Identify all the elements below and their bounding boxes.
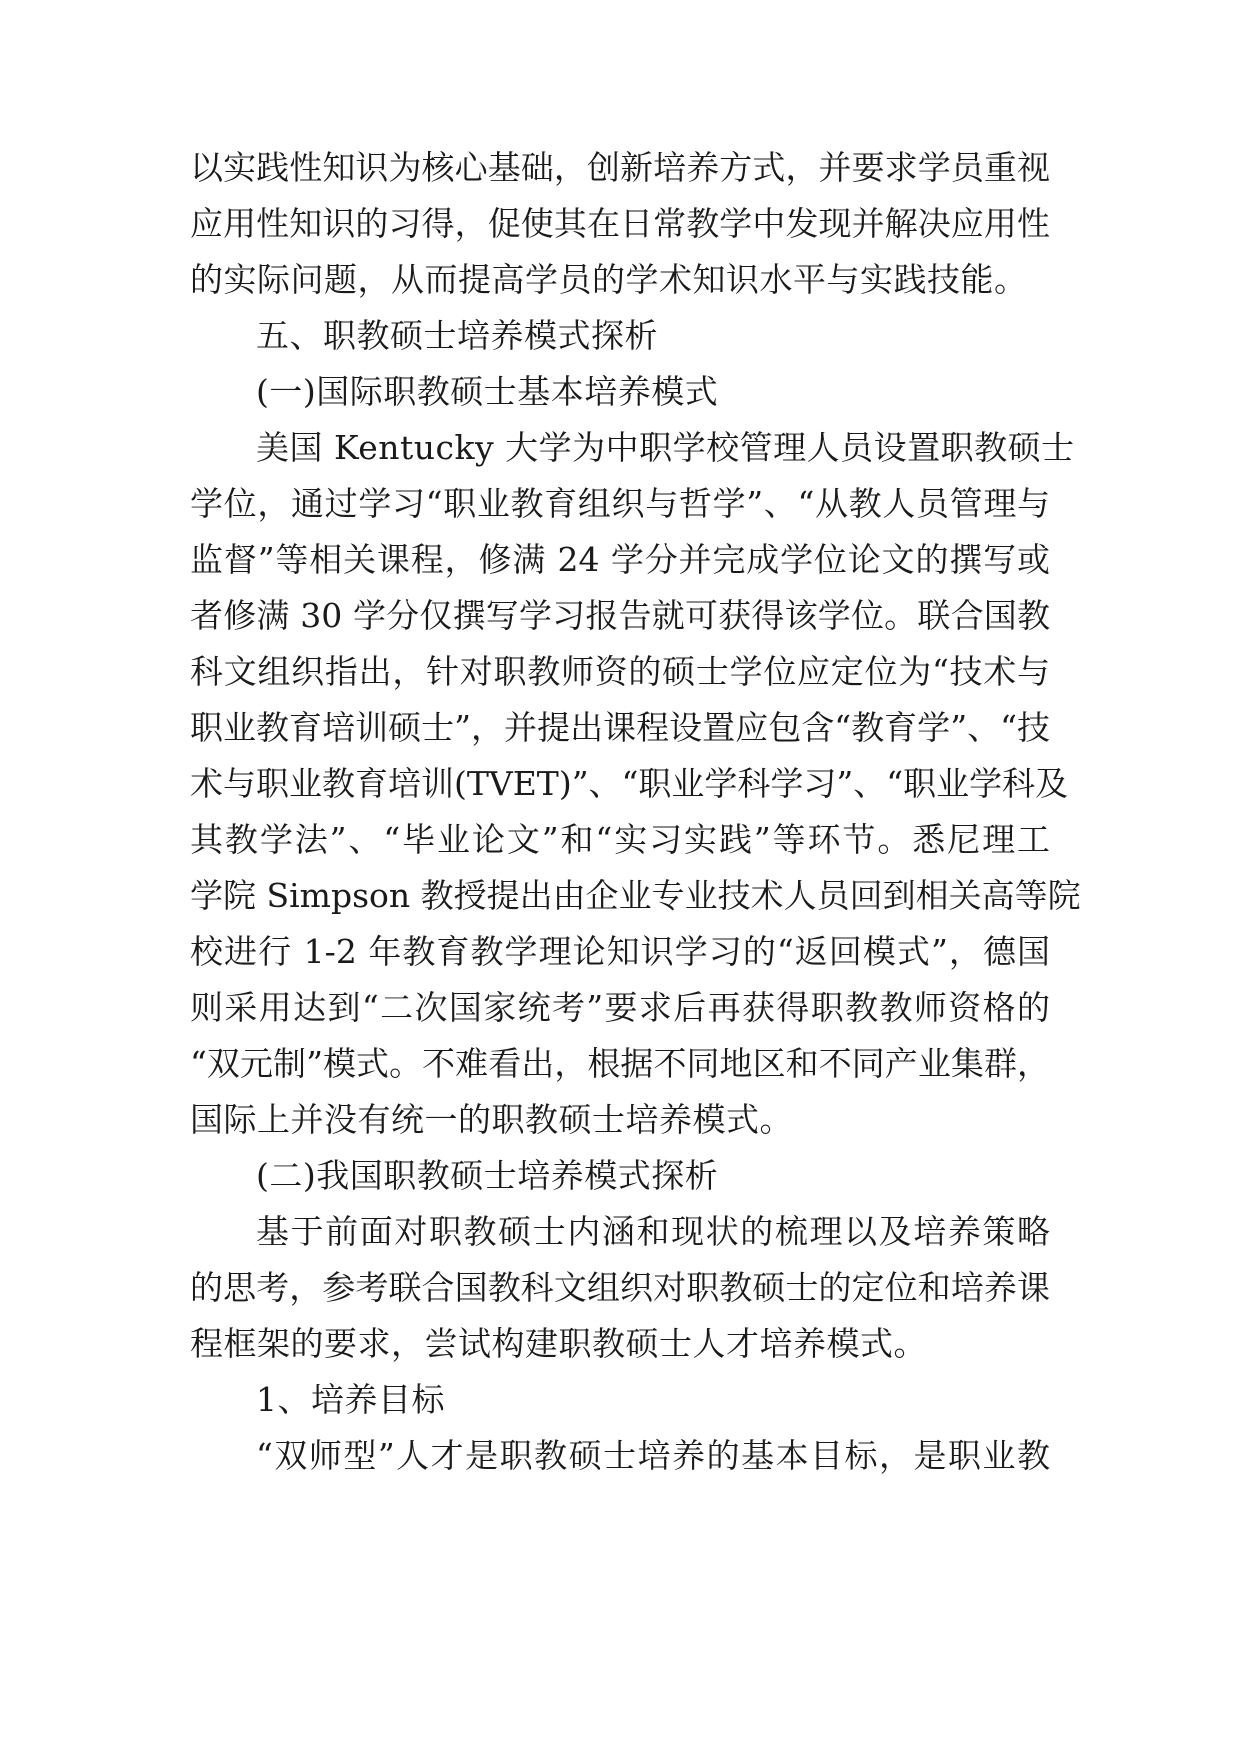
paragraph-line: 其教学法”、“毕业论文”和“实习实践”等环节。悉尼理工: [190, 820, 1050, 859]
paragraph-line: 学院 Simpson 教授提出由企业专业技术人员回到相关高等院: [190, 876, 1081, 915]
paragraph-line: 科文组织指出，针对职教师资的硕士学位应定位为“技术与: [190, 652, 1050, 691]
paragraph-line: 的实际问题，从而提高学员的学术知识水平与实践技能。: [190, 260, 1028, 299]
subsection-heading: (二)我国职教硕士培养模式探析: [256, 1156, 719, 1195]
paragraph-line: 学位，通过学习“职业教育组织与哲学”、“从教人员管理与: [190, 484, 1050, 523]
paragraph-line: 校进行 1-2 年教育教学理论知识学习的“返回模式”，德国: [190, 932, 1050, 971]
paragraph-line: 则采用达到“二次国家统考”要求后再获得职教教师资格的: [190, 988, 1050, 1027]
paragraph-line: 程框架的要求，尝试构建职教硕士人才培养模式。: [190, 1324, 927, 1363]
paragraph-line: 职业教育培训硕士”，并提出课程设置应包含“教育学”、“技: [190, 708, 1050, 747]
paragraph-line: 者修满 30 学分仅撰写学习报告就可获得该学位。联合国教: [190, 596, 1050, 635]
subsection-heading: (一)国际职教硕士基本培养模式: [256, 372, 719, 411]
paragraph-line: 基于前面对职教硕士内涵和现状的梳理以及培养策略: [256, 1212, 1050, 1251]
section-heading: 五、职教硕士培养模式探析: [256, 316, 658, 355]
paragraph-line: “双师型”人才是职教硕士培养的基本目标，是职业教: [256, 1436, 1050, 1475]
numbered-heading: 1、培养目标: [256, 1380, 445, 1419]
paragraph-line: 的思考，参考联合国教科文组织对职教硕士的定位和培养课: [190, 1268, 1050, 1307]
paragraph-line: “双元制”模式。不难看出，根据不同地区和不同产业集群，: [190, 1044, 1050, 1083]
paragraph-line: 美国 Kentucky 大学为中职学校管理人员设置职教硕士: [256, 428, 1075, 467]
paragraph-line: 监督”等相关课程，修满 24 学分并完成学位论文的撰写或: [190, 540, 1050, 579]
paragraph-line: 应用性知识的习得，促使其在日常教学中发现并解决应用性: [190, 204, 1050, 243]
paragraph-line: 国际上并没有统一的职教硕士培养模式。: [190, 1100, 793, 1139]
paragraph-line: 术与职业教育培训(TVET)”、“职业学科学习”、“职业学科及: [190, 764, 1069, 803]
paragraph-line: 以实践性知识为核心基础，创新培养方式，并要求学员重视: [190, 148, 1050, 187]
